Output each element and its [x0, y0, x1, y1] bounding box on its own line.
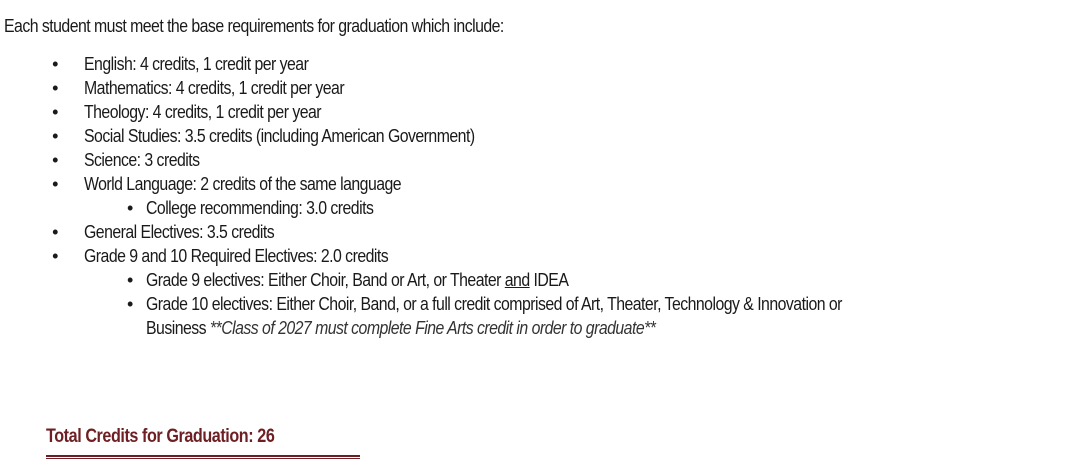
- bullet-icon: •: [52, 222, 58, 242]
- bullet-icon: •: [52, 102, 58, 122]
- bullet-icon: •: [52, 78, 58, 98]
- requirement-general-electives: General Electives: 3.5 credits: [84, 222, 275, 242]
- class-of-2027-note: **Class of 2027 must complete Fine Arts credit in order to graduate**: [209, 318, 656, 338]
- grade-9-electives: [146, 268, 568, 292]
- bullet-icon: •: [52, 174, 58, 194]
- bullet-icon: •: [52, 150, 58, 170]
- total-credits-heading: Total Credits for Graduation: 26: [46, 426, 275, 447]
- bullet-icon: •: [52, 246, 58, 266]
- bullet-icon: •: [52, 54, 58, 74]
- requirement-required-electives: Grade 9 and 10 Required Electives: 2.0 credits: [84, 246, 389, 266]
- requirement-theology: Theology: 4 credits, 1 credit per year: [84, 102, 322, 122]
- requirement-college-recommending: College recommending: 3.0 credits: [146, 198, 374, 218]
- requirement-science: Science: 3 credits: [84, 150, 200, 170]
- intro-text: Each student must meet the base requirements for graduation which include:: [4, 16, 504, 36]
- sub-bullet-icon: •: [127, 294, 133, 314]
- requirement-social-studies: Social Studies: 3.5 credits (including American Government): [84, 126, 475, 146]
- grade-10-business: Business: [146, 318, 210, 338]
- grade-10-line-1: Grade 10 electives: Either Choir, Band, or a full credit comprised of Art, Theater, Technology & Innovation or: [146, 294, 842, 314]
- grade-9-text: Grade 9 electives: Either Choir, Band or Art, or Theater: [146, 270, 505, 290]
- sub-bullet-icon: •: [127, 198, 133, 218]
- grade-10-line-2: [146, 316, 1070, 340]
- sub-bullet-icon: •: [127, 270, 133, 290]
- requirement-mathematics: Mathematics: 4 credits, 1 credit per year: [84, 78, 345, 98]
- grade-10-electives: [146, 292, 1070, 340]
- requirement-world-language: World Language: 2 credits of the same language: [84, 174, 402, 194]
- grade-9-and-emphasis: and: [504, 270, 530, 290]
- requirement-english: English: 4 credits, 1 credit per year: [84, 54, 309, 74]
- grade-9-idea: IDEA: [529, 270, 569, 290]
- bullet-icon: •: [52, 126, 58, 146]
- total-underline-divider: [46, 455, 360, 459]
